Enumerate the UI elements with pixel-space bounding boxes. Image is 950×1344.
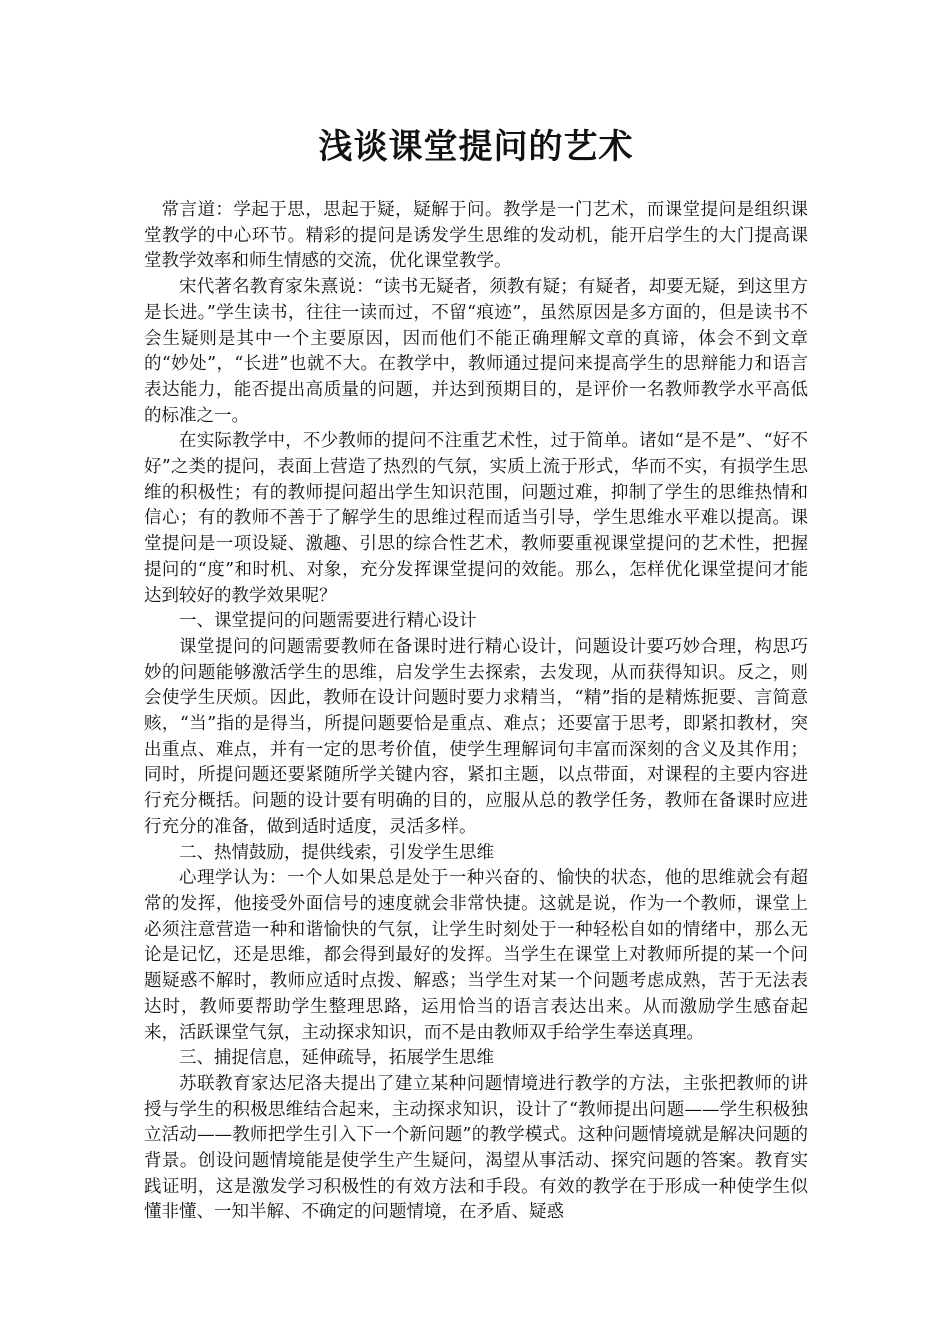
document-title: 浅谈课堂提问的艺术 [318, 127, 634, 167]
paragraph-section-1: 课堂提问的问题需要教师在备课时进行精心设计，问题设计要巧妙合理，构思巧妙的问题能够激活学生的思维，启发学生去探索，去发现，从而获得知识。反之，则会使学生厌烦。因此，教师在设计问题时要力求精当，“精”指的是精炼扼要、言简意赅，“当”指的是得当，所提问题要恰是重点、难点；还要富于思考，即紧扣教材，突出重点、难点，并有一定的思考价值，使学生理解词句丰富而深刻的含义及其作用；同时，所提问题还要紧随所学关键内容，紧扣主题，以点带面，对课程的主要内容进行充分概括。问题的设计要有明确的目的，应服从总的教学任务，教师在备课时应进行充分的准备，做到适时适度，灵活多样。 [144, 636, 808, 837]
paragraph-current-problems: 在实际教学中，不少教师的提问不注重艺术性，过于简单。诸如“是不是”、“好不好”之类的提问，表面上营造了热烈的气氛，实质上流于形式，华而不实，有损学生思维的积极性；有的教师提问超出学生知识范围，问题过难，抑制了学生的思维热情和信心；有的教师不善于了解学生的思维过程而适当引导，学生思维水平难以提高。课堂提问是一项设疑、激趣、引思的综合性艺术，教师要重视课堂提问的艺术性，把握提问的“度”和时机、对象，充分发挥课堂提问的效能。那么，怎样优化课堂提问才能达到较好的教学效果呢？ [144, 431, 808, 606]
paragraph-intro: 常言道：学起于思，思起于疑，疑解于问。教学是一门艺术，而课堂提问是组织课堂教学的中心环节。精彩的提问是诱发学生思维的发动机，能开启学生的大门提高课堂教学效率和师生情感的交流，优化课堂教学。 [144, 200, 808, 272]
paragraph-section-3: 苏联教育家达尼洛夫提出了建立某种问题情境进行教学的方法，主张把教师的讲授与学生的积极思维结合起来，主动探求知识，设计了“教师提出问题——学生积极独立活动——教师把学生引入下一个新问题”的教学模式。这种问题情境就是解决问题的背景。创设问题情境能是使学生产生疑问，渴望从事活动、探究问题的答案。教育实践证明，这是激发学习积极性的有效方法和手段。有效的教学在于形成一种使学生似懂非懂、一知半解、不确定的问题情境，在矛盾、疑惑 [144, 1073, 808, 1223]
section-heading-1: 一、课堂提问的问题需要进行精心设计 [179, 611, 477, 632]
document-body [144, 198, 808, 1226]
paragraph-section-2: 心理学认为：一个人如果总是处于一种兴奋的、愉快的状态，他的思维就会有超常的发挥，他接受外面信号的速度就会非常快捷。这就是说，作为一个教师，课堂上必须注意营造一种和谐愉快的气氛，让学生时刻处于一种轻松自如的情绪中，那么无论是记忆，还是思维，都会得到最好的发挥。当学生在课堂上对教师所提的某一个问题疑惑不解时，教师应适时点拨、解惑；当学生对某一个问题考虑成熟，苦于无法表达时，教师要帮助学生整理思路，运用恰当的语言表达出来。从而激励学生感奋起来，活跃课堂气氛，主动探求知识，而不是由教师双手给学生奉送真理。 [144, 868, 808, 1043]
paragraph-zhuxi-quote: 宋代著名教育家朱熹说：“读书无疑者，须教有疑；有疑者，却要无疑，到这里方是长进。”学生读书，往往一读而过，不留“痕迹”，虽然原因是多方面的，但是读书不会生疑则是其中一个主要原因，因而他们不能正确理解文章的真谛，体会不到文章的“妙处”，“长进”也就不大。在教学中，教师通过提问来提高学生的思辩能力和语言表达能力，能否提出高质量的问题，并达到预期目的，是评价一名教师教学水平高低的标准之一。 [144, 277, 808, 426]
section-heading-3: 三、捕捉信息，延伸疏导，拓展学生思维 [179, 1048, 494, 1069]
section-heading-2: 二、热情鼓励，提供线索，引发学生思维 [179, 842, 494, 863]
